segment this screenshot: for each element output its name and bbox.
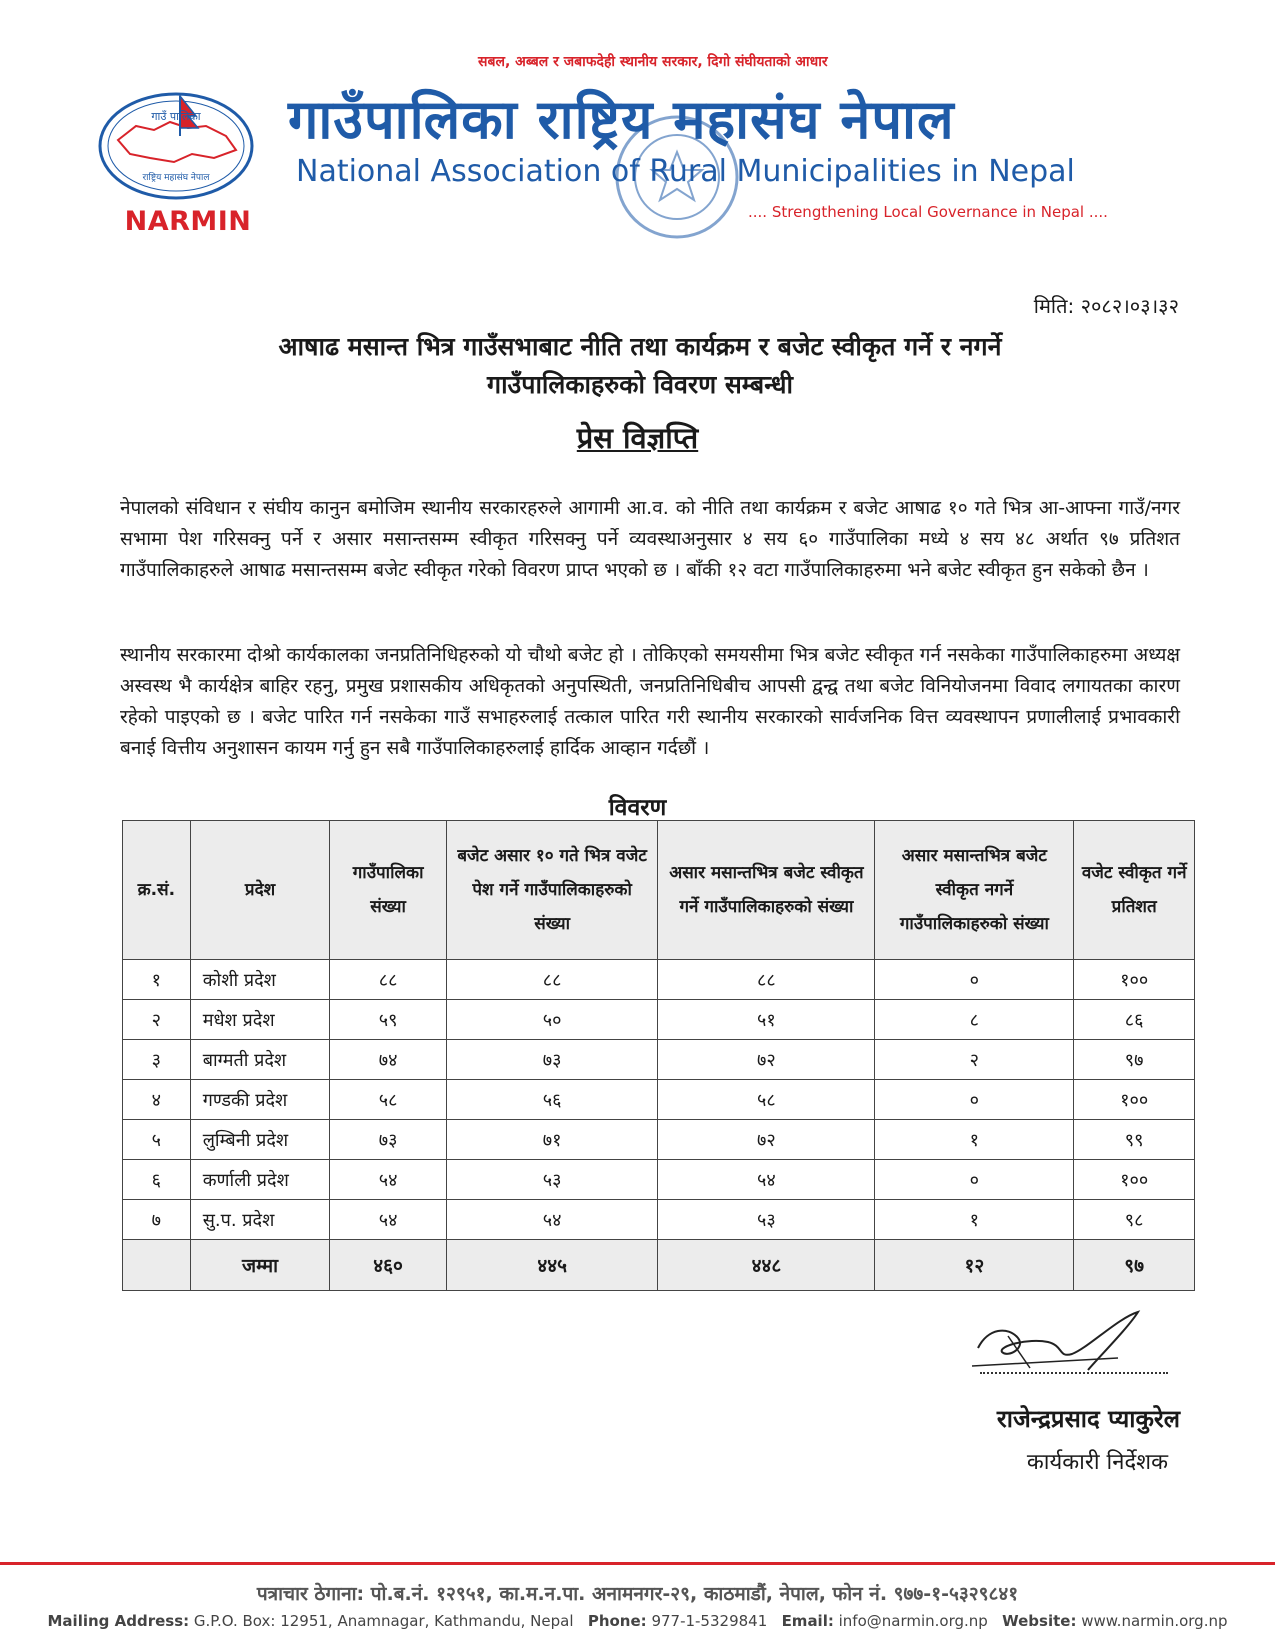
cell-not-approved: २ (875, 1040, 1074, 1080)
cell-approved: ५१ (658, 1000, 875, 1040)
mailing-address: G.P.O. Box: 12951, Anamnagar, Kathmandu, Nepal (193, 1612, 574, 1630)
table-total-row (123, 1240, 1195, 1291)
cell-submitted: ५६ (446, 1080, 658, 1120)
cell-submitted: ५३ (446, 1160, 658, 1200)
cell-approved: ८८ (658, 960, 875, 1000)
cell-serial: ३ (123, 1040, 191, 1080)
cell-serial: ६ (123, 1160, 191, 1200)
header-budget-approved: असार मसान्तभित्र बजेट स्वीकृत गर्ने गाउँपालिकाहरुको संख्या (658, 821, 875, 960)
document-subject (120, 328, 1160, 404)
footer-address-nepali: पत्राचार ठेगाना: पो.ब.नं. १२९५१, का.म.न.पा. अनामनगर-२९, काठमाडौं, नेपाल, फोन नं. ९७७-१-५३२९८४१ (256, 1583, 1019, 1605)
phone-number: 977-1-5329841 (651, 1612, 768, 1630)
website-label: Website: (1002, 1612, 1077, 1630)
table-row (123, 1160, 1195, 1200)
header-province: प्रदेश (190, 821, 330, 960)
cell-serial: ५ (123, 1120, 191, 1160)
cell-percent: १०० (1074, 1160, 1195, 1200)
header-budget-not-approved: असार मसान्तभित्र बजेट स्वीकृत नगर्ने गाउँपालिकाहरुको संख्या (875, 821, 1074, 960)
budget-statistics-table (122, 820, 1195, 1291)
cell-province: मधेश प्रदेश (190, 1000, 330, 1040)
cell-percent: ८६ (1074, 1000, 1195, 1040)
cell-count: ७३ (330, 1120, 446, 1160)
cell-province: कोशी प्रदेश (190, 960, 330, 1000)
total-label: जम्मा (190, 1240, 330, 1291)
date-value: २०८२।०३।३२ (1080, 294, 1179, 318)
cell-approved: ५४ (658, 1160, 875, 1200)
cell-submitted: ७१ (446, 1120, 658, 1160)
table-row (123, 1080, 1195, 1120)
cell-not-approved: ० (875, 1160, 1074, 1200)
cell-percent: १०० (1074, 960, 1195, 1000)
subject-line-1: आषाढ मसान्त भित्र गाउँसभाबाट नीति तथा कार्यक्रम र बजेट स्वीकृत गर्ने र नगर्ने (278, 332, 1002, 361)
total-approved: ४४८ (658, 1240, 875, 1291)
cell-count: ५८ (330, 1080, 446, 1120)
footer-contact-english (0, 1612, 1275, 1630)
cell-count: ८८ (330, 960, 446, 1000)
cell-count: ७४ (330, 1040, 446, 1080)
email-address: info@narmin.org.np (838, 1612, 988, 1630)
body-paragraph-1: नेपालको संविधान र संघीय कानुन बमोजिम स्थानीय सरकारहरुले आगामी आ.व. को नीति तथा कार्यक्रम र बजेट आषाढ १० गते भित्र आ-आफ्ना गाउँ/नगर सभामा पेश गरिसक्नु पर्ने र असार मसान्तसम्म स्वीकृत गरिसक्नु पर्ने व्यवस्थाअनुसार ४ सय ६० गाउँपालिका मध्ये ४ सय ४८ अर्थात ९७ प्रतिशत गाउँपालिकाहरुले आषाढ मसान्तसम्म बजेट स्वीकृत गरेको विवरण प्राप्त भएको छ । बाँकी १२ वटा गाउँपालिकाहरुमा भने बजेट स्वीकृत हुन सकेको छैन । (120, 497, 1180, 581)
cell-serial: ७ (123, 1200, 191, 1240)
total-count: ४६० (330, 1240, 446, 1291)
cell-count: ५९ (330, 1000, 446, 1040)
cell-approved: ७२ (658, 1120, 875, 1160)
logo-abbreviation: NARMIN (124, 206, 252, 237)
total-not-approved: १२ (875, 1240, 1074, 1291)
table-row (123, 1200, 1195, 1240)
cell-approved: ५८ (658, 1080, 875, 1120)
cell-count: ५४ (330, 1160, 446, 1200)
document-date (1034, 292, 1179, 319)
total-submitted: ४४५ (446, 1240, 658, 1291)
website-url: www.narmin.org.np (1081, 1612, 1228, 1630)
cell-province: बाग्मती प्रदेश (190, 1040, 330, 1080)
handwritten-signature-icon (968, 1308, 1168, 1378)
cell-percent: ९८ (1074, 1200, 1195, 1240)
header-approval-percent: वजेट स्वीकृत गर्ने प्रतिशत (1074, 821, 1195, 960)
cell-submitted: ५४ (446, 1200, 658, 1240)
mailing-label: Mailing Address: (47, 1612, 190, 1630)
cell-province: लुम्बिनी प्रदेश (190, 1120, 330, 1160)
header-tagline: सबल, अब्बल र जबाफदेही स्थानीय सरकार, दिगो संघीयताको आधार (478, 54, 828, 70)
email-label: Email: (781, 1612, 834, 1630)
header-slogan: .... Strengthening Local Governance in Nepal .... (748, 203, 1108, 221)
table-header-row (123, 821, 1195, 960)
organization-title-nepali: गाउँपालिका राष्ट्रिय महासंघ नेपाल (288, 88, 955, 151)
logo-text-top: गाउँ पालिका (151, 110, 201, 123)
cell-not-approved: ० (875, 1080, 1074, 1120)
cell-submitted: ५० (446, 1000, 658, 1040)
date-label: मिति: (1033, 294, 1075, 318)
header-municipality-count: गाउँपालिका संख्या (330, 821, 446, 960)
table-row (123, 1120, 1195, 1160)
cell-submitted: ७३ (446, 1040, 658, 1080)
total-serial (123, 1240, 191, 1291)
subject-line-2: गाउँपालिकाहरुको विवरण सम्बन्धी (487, 370, 793, 399)
cell-not-approved: १ (875, 1120, 1074, 1160)
table-row (123, 960, 1195, 1000)
cell-percent: ९९ (1074, 1120, 1195, 1160)
signature-line (980, 1372, 1168, 1374)
cell-approved: ७२ (658, 1040, 875, 1080)
table-row (123, 1000, 1195, 1040)
cell-count: ५४ (330, 1200, 446, 1240)
body-paragraph-2: स्थानीय सरकारमा दोश्रो कार्यकालका जनप्रतिनिधिहरुको यो चौथो बजेट हो । तोकिएको समयसीमा भित्र बजेट स्वीकृत गर्न नसकेका गाउँपालिकाहरुमा अध्यक्ष अस्वस्थ भै कार्यक्षेत्र बाहिर रहनु, प्रमुख प्रशासकीय अधिकृतको अनुपस्थिती, जनप्रतिनिधिबीच आपसी द्वन्द्व तथा बजेट विनियोजनमा विवाद लगायतका कारण रहेको पाइएको छ । बजेट पारित गर्न नसकेका गाउँ सभाहरुलाई तत्काल पारित गरी स्थानीय सरकारको सार्वजनिक वित्त व्यवस्थापन प्रणालीलाई प्रभावकारी बनाई वित्तीय अनुशासन कायम गर्नु हुन सबै गाउँपालिकाहरुलाई हार्दिक आव्हान गर्दछौं । (120, 644, 1180, 759)
logo-emblem-icon (96, 88, 256, 203)
cell-approved: ५३ (658, 1200, 875, 1240)
cell-serial: ४ (123, 1080, 191, 1120)
table-row (123, 1040, 1195, 1080)
cell-province: सु.प. प्रदेश (190, 1200, 330, 1240)
cell-province: गण्डकी प्रदेश (190, 1080, 330, 1120)
phone-label: Phone: (587, 1612, 647, 1630)
narmin-logo (88, 88, 268, 248)
signer-title: कार्यकारी निर्देशक (1026, 1450, 1168, 1475)
signer-name: राजेन्द्रप्रसाद प्याकुरेल (996, 1405, 1180, 1433)
header-budget-submitted: बजेट असार १० गते भित्र वजेट पेश गर्ने गाउँपालिकाहरुको संख्या (446, 821, 658, 960)
cell-province: कर्णाली प्रदेश (190, 1160, 330, 1200)
cell-serial: २ (123, 1000, 191, 1040)
cell-submitted: ८८ (446, 960, 658, 1000)
cell-not-approved: १ (875, 1200, 1074, 1240)
total-percent: ९७ (1074, 1240, 1195, 1291)
press-release-title: प्रेस विज्ञप्ति (576, 421, 699, 455)
organization-title-english: National Association of Rural Municipalities in Nepal (296, 154, 1075, 189)
logo-text-bottom: राष्ट्रिय महासंघ नेपाल (142, 173, 210, 183)
cell-percent: ९७ (1074, 1040, 1195, 1080)
header-serial: क्र.सं. (123, 821, 191, 960)
cell-not-approved: ० (875, 960, 1074, 1000)
cell-serial: १ (123, 960, 191, 1000)
footer-divider (0, 1562, 1275, 1565)
office-seal-icon (612, 112, 742, 242)
cell-not-approved: ८ (875, 1000, 1074, 1040)
table-title: विवरण (608, 795, 667, 821)
cell-percent: १०० (1074, 1080, 1195, 1120)
